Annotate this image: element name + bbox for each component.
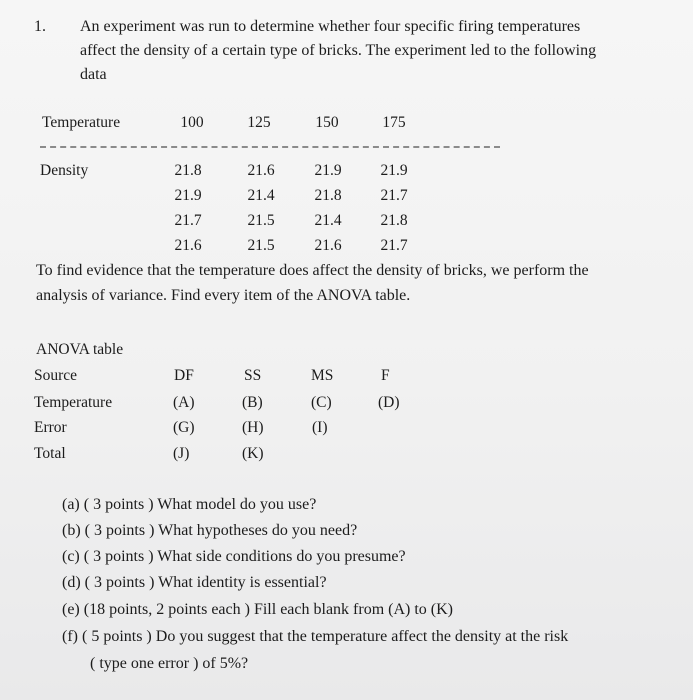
anova-cell-b: (B) bbox=[242, 394, 263, 411]
anova-title: ANOVA table bbox=[36, 341, 124, 358]
anova-cell-g: (G) bbox=[173, 419, 195, 436]
density-cell: 21.4 bbox=[247, 187, 275, 204]
question-c: (c) ( 3 points ) What side conditions do you presume? bbox=[62, 548, 406, 565]
anova-header-source: Source bbox=[34, 367, 78, 384]
anova-source-error: Error bbox=[34, 419, 67, 436]
anova-source-temperature: Temperature bbox=[34, 394, 113, 411]
problem-number: 1. bbox=[34, 18, 46, 35]
anova-cell-i: (I) bbox=[312, 419, 328, 436]
question-d: (d) ( 3 points ) What identity is essential? bbox=[62, 574, 327, 591]
density-cell: 21.5 bbox=[247, 237, 275, 254]
anova-header-ss: SS bbox=[244, 367, 262, 384]
anova-cell-k: (K) bbox=[242, 445, 264, 462]
intro-line-3: data bbox=[80, 66, 107, 83]
anova-cell-d: (D) bbox=[378, 394, 400, 411]
density-cell: 21.7 bbox=[380, 237, 408, 254]
question-b: (b) ( 3 points ) What hypotheses do you need? bbox=[62, 522, 358, 539]
density-cell: 21.6 bbox=[174, 237, 202, 254]
anova-cell-h: (H) bbox=[242, 419, 264, 436]
anova-header-ms: MS bbox=[311, 367, 334, 384]
table-divider bbox=[40, 146, 500, 148]
density-cell: 21.7 bbox=[380, 187, 408, 204]
question-f-continued: ( type one error ) of 5%? bbox=[90, 655, 249, 672]
question-e: (e) (18 points, 2 points each ) Fill each blank from (A) to (K) bbox=[62, 601, 454, 618]
density-cell: 21.6 bbox=[247, 162, 275, 179]
intro-line-1: An experiment was run to determine whether four specific firing temperatures bbox=[80, 18, 581, 35]
temperature-row-label: Temperature bbox=[42, 114, 121, 131]
anova-cell-j: (J) bbox=[173, 445, 190, 462]
temperature-value: 125 bbox=[247, 114, 271, 131]
question-a: (a) ( 3 points ) What model do you use? bbox=[62, 496, 317, 513]
instruction-line-2: analysis of variance. Find every item of the ANOVA table. bbox=[36, 287, 411, 304]
density-cell: 21.9 bbox=[314, 162, 342, 179]
density-cell: 21.9 bbox=[174, 187, 202, 204]
density-cell: 21.9 bbox=[380, 162, 408, 179]
density-cell: 21.5 bbox=[247, 212, 275, 229]
density-cell: 21.8 bbox=[380, 212, 408, 229]
temperature-value: 100 bbox=[180, 114, 204, 131]
density-cell: 21.4 bbox=[314, 212, 342, 229]
density-cell: 21.7 bbox=[174, 212, 202, 229]
density-row-label: Density bbox=[40, 162, 89, 179]
density-cell: 21.6 bbox=[314, 237, 342, 254]
temperature-value: 150 bbox=[315, 114, 339, 131]
instruction-line-1: To find evidence that the temperature does affect the density of bricks, we perform the bbox=[36, 262, 589, 279]
anova-cell-a: (A) bbox=[173, 394, 195, 411]
anova-header-f: F bbox=[381, 367, 390, 384]
anova-cell-c: (C) bbox=[311, 394, 332, 411]
temperature-value: 175 bbox=[382, 114, 406, 131]
anova-header-df: DF bbox=[174, 367, 194, 384]
density-cell: 21.8 bbox=[174, 162, 202, 179]
intro-line-2: affect the density of a certain type of bricks. The experiment led to the following bbox=[80, 42, 597, 59]
density-cell: 21.8 bbox=[314, 187, 342, 204]
anova-source-total: Total bbox=[34, 445, 66, 462]
question-f: (f) ( 5 points ) Do you suggest that the temperature affect the density at the risk bbox=[62, 628, 569, 645]
